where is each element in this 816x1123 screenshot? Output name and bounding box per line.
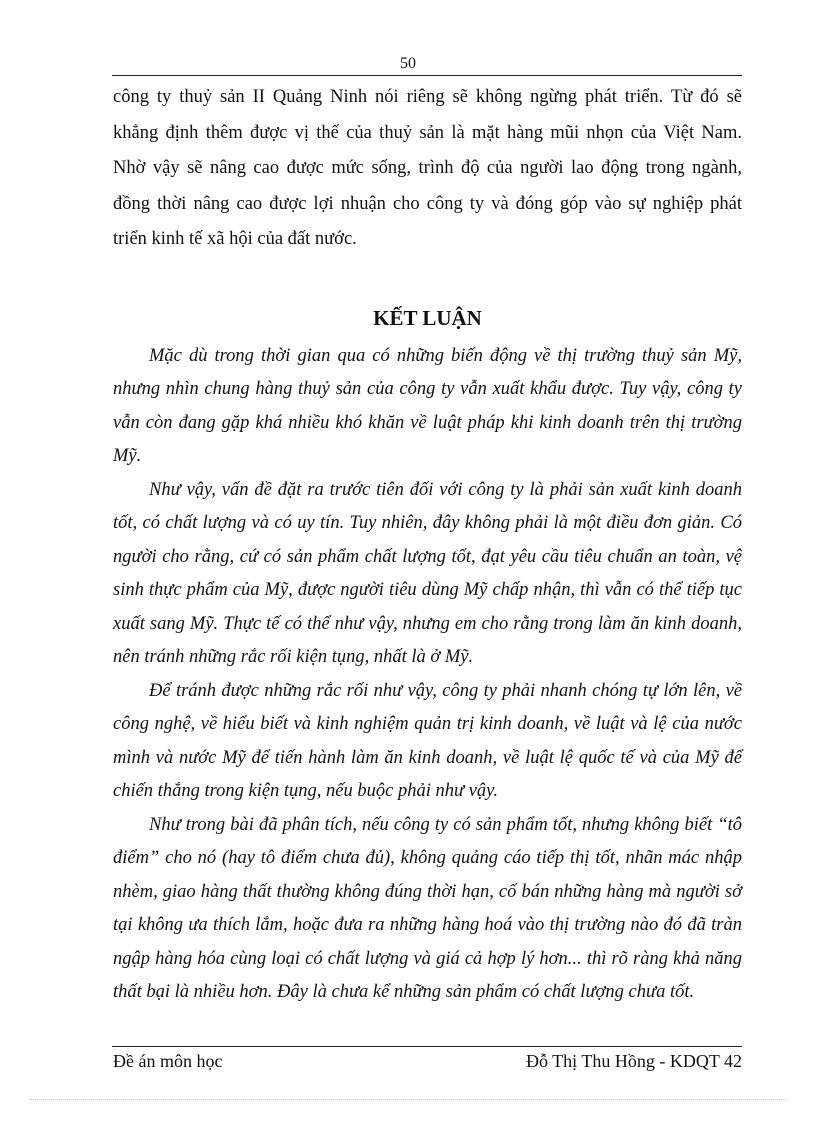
- intro-line: đồng thời nâng cao được lợi nhuận cho công ty và đóng góp vào sự nghiệp phát: [113, 193, 742, 214]
- page-edge-divider: [30, 1099, 786, 1100]
- conclusion-paragraph: Như vậy, vấn đề đặt ra trước tiên đối với công ty là phải sản xuất kinh doanh tốt, có chất lượng và có uy tín. Tuy nhiên, đây không phải là một điều đơn giản. Có người cho rằng, cứ có sản phẩm chất lượng tốt, đạt yêu cầu tiêu chuẩn an toàn, vệ sinh thực phẩm của Mỹ, được người tiêu dùng Mỹ chấp nhận, thì vẫn có thể tiếp tục xuất sang Mỹ. Thực tế có thể như vậy, nhưng em cho rằng trong làm ăn kinh doanh, nên tránh những rắc rối kiện tụng, nhất là ở Mỹ.: [113, 479, 742, 667]
- intro-line: Nhờ vậy sẽ nâng cao được mức sống, trình độ của người lao động trong ngành,: [113, 158, 742, 178]
- footer-author-label: Đỗ Thị Thu Hồng - KDQT 42: [526, 1051, 742, 1071]
- conclusion-section: [113, 340, 742, 1010]
- intro-line: triển kinh tế xã hội của đất nước.: [113, 229, 357, 249]
- conclusion-paragraph: Mặc dù trong thời gian qua có những biến động về thị trường thuỷ sản Mỹ, nhưng nhìn chung hàng thuỷ sản của công ty vẫn xuất khẩu được. Tuy vậy, công ty vẫn còn đang gặp khá nhiều khó khăn về luật pháp khi kinh doanh trên thị trường Mỹ.: [113, 345, 742, 466]
- footer-rule: [112, 1046, 742, 1047]
- intro-line: khẳng định thêm được vị thế của thuỷ sản là mặt hàng mũi nhọn của Việt Nam.: [113, 122, 742, 143]
- conclusion-paragraph: Như trong bài đã phân tích, nếu công ty có sản phẩm tốt, nhưng không biết “tô điểm” cho nó (hay tô điểm chưa đủ), không quảng cáo tiếp thị tốt, nhãn mác nhập nhèm, giao hàng thất thường không đúng thời hạn, cố bán những hàng mà người sở tại không ưa thích lắm, hoặc đưa ra những hàng hoá vào thị trường nào đó đã tràn ngập hàng hóa cùng loại có chất lượng và giá cả hợp lý hơn... thì rõ ràng khả năng thất bại là nhiều hơn. Đây là chưa kể những sản phẩm có chất lượng chưa tốt.: [113, 814, 742, 1002]
- page-body: [113, 80, 742, 1010]
- intro-line: công ty thuỷ sản II Quảng Ninh nói riêng sẽ không ngừng phát triển. Từ đó sẽ: [113, 87, 742, 107]
- footer-course-label: Đề án môn học: [113, 1051, 223, 1071]
- conclusion-paragraph: Để tránh được những rắc rối như vậy, công ty phải nhanh chóng tự lớn lên, về công nghệ, về hiểu biết và kinh nghiệm quản trị kinh doanh, về luật và lệ của nước mình và nước Mỹ để tiến hành làm ăn kinh doanh, về luật lệ quốc tế và của Mỹ để chiến thắng trong kiện tụng, nếu buộc phải như vậy.: [113, 680, 742, 801]
- section-heading: KẾT LUẬN: [373, 305, 482, 330]
- intro-paragraph: [113, 80, 742, 258]
- page-number: 50: [400, 55, 416, 72]
- header-rule: [112, 75, 742, 76]
